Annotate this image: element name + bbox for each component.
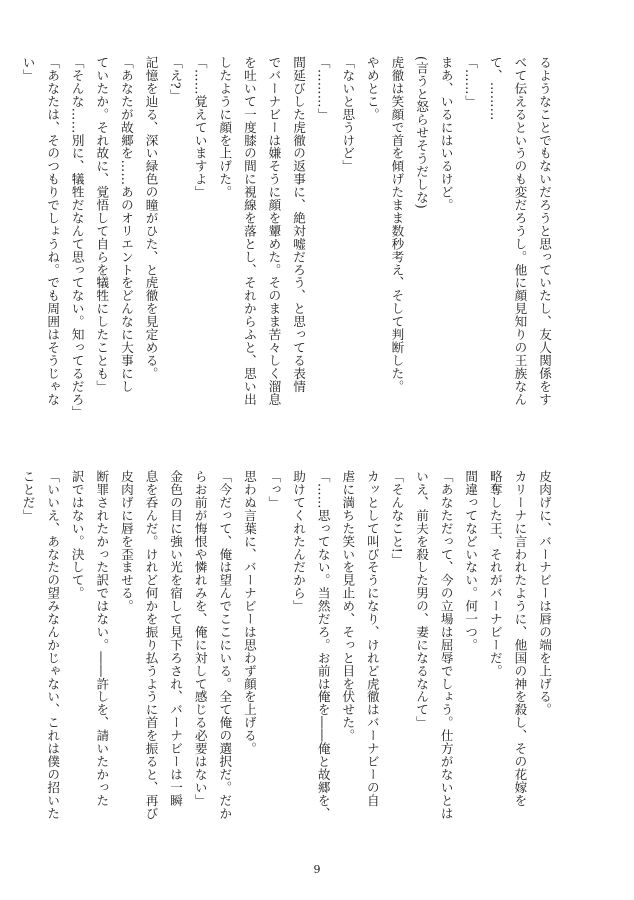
text-line: まあ、いるにはいるけど。 [438,56,454,212]
text-line: 「……覚えていますよ」 [192,56,208,199]
text-line: 助けてくれたんだから」 [291,470,307,613]
text-line: ことだ」 [20,470,36,522]
text-line: カッとして叫びそうになり、けれど虎徹はバーナビーの自 [364,470,380,807]
text-line: 略奪した王、それがバーナビーだ。 [487,470,503,678]
text-line: 間延びした虎徹の返事に、絶対嘘だろう、と思ってる表情 [291,56,307,393]
text-line: 息を呑んだ。けれど何かを振り払うように首を振ると、再び [143,470,159,820]
text-line: いえ、前夫を殺した男の、妻になるなんて」 [414,470,430,729]
text-line: 「……思ってない。当然だろ。お前は俺を――俺と故郷を、 [315,470,331,820]
text-line: やめとこ。 [364,56,380,121]
text-line: したように顔を上げた。 [217,56,233,199]
text-line: カリーナに言われたように、他国の神を殺し、その花嫁を [512,470,528,807]
text-line: 「……」 [463,56,479,108]
text-line: 皮肉げに唇を歪ませる。 [118,470,134,613]
text-line: べて伝えるというのも変だろうし。他に顔見知りの王族なん [512,56,528,406]
text-line: 「………」 [315,56,331,121]
text-line: でバーナビーは嫌そうに顔を顰めた。そのまま苦々しく溜息 [266,56,282,406]
text-line: 虎徹は笑顔で首を傾げたまま数秒考え、そして判断した。 [389,56,405,393]
text-line: 虐に満ちた笑いを見止め、そっと目を伏せた。 [340,470,356,742]
text-line: 「っ」 [266,470,282,509]
text-line: 間違ってなどいない。何一つ。 [463,470,479,652]
text-line: (言うと怒らせそうだしな) [414,56,430,209]
text-line: て、……… [487,56,503,121]
lower-text-column [20,470,556,852]
text-line: ていたか。それ故に、覚悟して自らを犠牲にしたことも」 [94,56,110,393]
text-line: を吐いて一度膝の間に視線を落とし、それからふと、思い出 [241,56,257,406]
text-line: 思わぬ言葉に、バーナビーは思わず顔を上げる。 [241,470,257,755]
text-line: 「あなたは、そのつもりでしょうね。でも周囲はそうじゃな [45,56,61,406]
text-line: 「あなただって、今の立場は屈辱でしょう。仕方がないとは [438,470,454,820]
text-line: 「今だって、俺は望んでここにいる。全て俺の選択だ。だか [217,470,233,820]
text-line: 「ないと思うけど」 [340,56,356,173]
text-line: 金色の目に強い光を宿して見下ろされ、バーナビーは一瞬 [168,470,184,807]
text-line: 記憶を辿る、深い緑色の瞳がひた、と虎徹を見定める。 [143,56,159,380]
upper-text-column [20,56,556,448]
text-line: 「え?」 [168,56,184,102]
text-line: い」 [20,56,36,82]
text-line: 「そんな……別に、犠牲だなんて思ってない。知ってるだろ」 [69,56,85,419]
text-line: 断罪されたかった訳ではない。――許しを、請いたかった [94,470,110,807]
text-line: 「あなたが故郷を……あのオリエントをどんなに大事にし [118,56,134,393]
text-line: 訳ではない。決して。 [69,470,85,600]
text-line: らお前が悔恨や憐れみを、俺に対して感じる必要はない」 [192,470,208,807]
text-line: 「いいえ、あなたの望みなんかじゃない、これは僕の招いた [45,470,61,820]
page-number: 9 [313,863,321,876]
text-line: 「そんなこと!」 [389,470,405,567]
text-line: 皮肉げに、バーナビーは唇の端を上げる。 [537,470,552,717]
text-line: るようなことでもないだろうと思っていたし、友人関係をす [537,56,552,406]
